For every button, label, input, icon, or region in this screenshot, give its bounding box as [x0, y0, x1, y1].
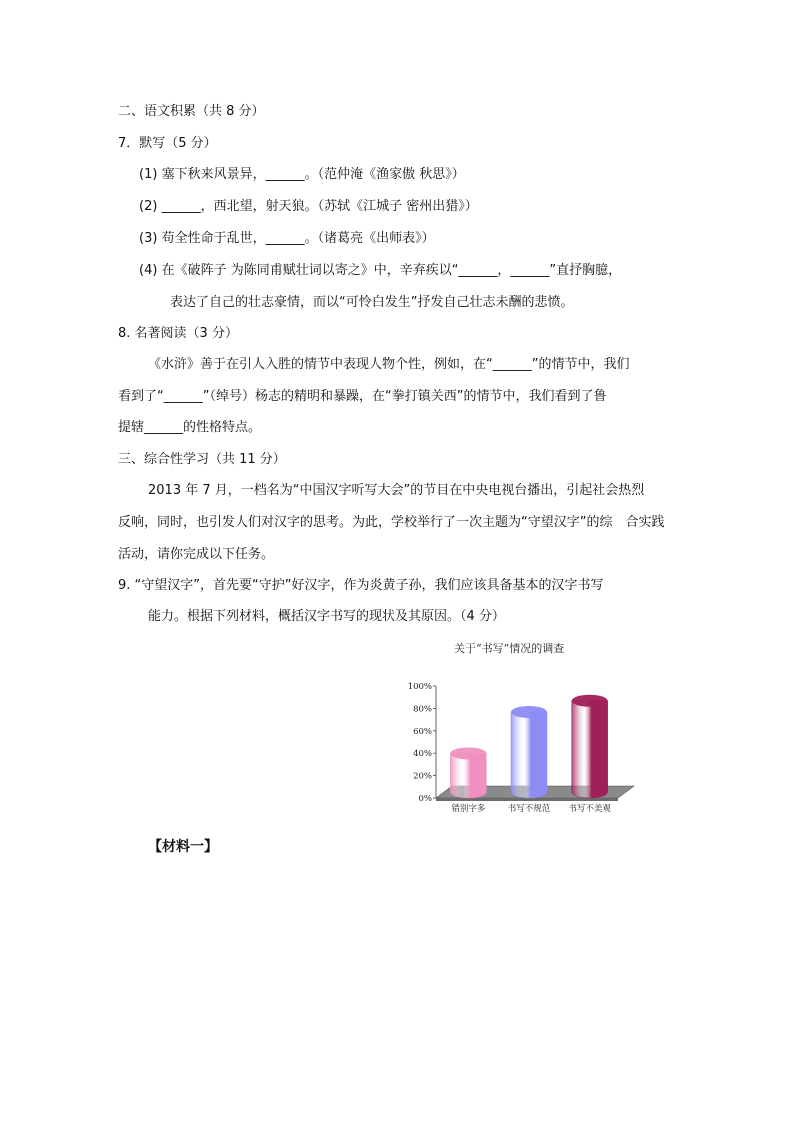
- bar-top-3: [572, 695, 608, 707]
- q9-line-1: 9. “守望汉字”，首先要“守护”好汉字，作为炎黄子孙，我们应该具备基本的汉字书写: [118, 578, 604, 593]
- bar-3: [572, 701, 608, 798]
- q7-item-4: (4) 在《破阵子 为陈同甫赋壮词以寄之》中，辛弃疾以“______，______”直抒胸臆，: [139, 263, 622, 278]
- x-tick-label: 错别字多: [451, 804, 486, 814]
- q7-item-1: (1) 塞下秋来风景异，______。（范仲淹《渔家傲 秋思》）: [139, 167, 465, 182]
- x-tick-label: 书写不规范: [507, 804, 551, 814]
- bar-top-1: [450, 747, 486, 759]
- q7-item-2: (2) ______，西北望，射天狼。（苏轼《江城子 密州出猎》）: [139, 199, 478, 214]
- y-tick-label: 80%: [413, 704, 432, 715]
- section-3-title: 三、综合性学习（共 11 分）: [118, 452, 286, 467]
- q7-title: 7．默写（5 分）: [118, 136, 217, 151]
- survey-bar-chart: [402, 672, 642, 822]
- chart-floor-edge: [436, 798, 618, 801]
- section-2-title: 二、语文积累（共 8 分）: [118, 104, 265, 119]
- bar-2: [511, 712, 547, 798]
- y-tick-label: 0%: [418, 794, 432, 804]
- q8-line-3: 提辖______的性格特点。: [118, 420, 262, 435]
- x-tick-label: 书写不美观: [568, 804, 611, 814]
- q8-line-1: 《水浒》善于在引人入胜的情节中表现人物个性，例如，在“______”的情节中，我们: [148, 357, 630, 372]
- q7-item-4-cont: 表达了自己的壮志豪情，而以“可怜白发生”抒发自己壮志未酬的悲愤。: [170, 295, 574, 310]
- q8-line-2: 看到了“______”（绰号）杨志的精明和暴躁，在“拳打镇关西”的情节中，我们看到了鲁: [118, 389, 607, 404]
- intro-line-3: 活动，请你完成以下任务。: [118, 547, 275, 562]
- y-tick-label: 20%: [413, 771, 432, 782]
- chart-title: 关于“书写”情况的调查: [454, 642, 565, 655]
- y-tick-label: 60%: [413, 726, 432, 737]
- bar-top-2: [511, 706, 547, 718]
- bar-1: [450, 753, 486, 798]
- intro-line-2: 反响，同时，也引发人们对汉字的思考。为此，学校举行了一次主题为“守望汉字”的综 合实践: [118, 515, 665, 530]
- q9-line-2: 能力。根据下列材料，概括汉字书写的现状及其原因。（4 分）: [148, 609, 505, 624]
- y-tick-label: 100%: [407, 682, 432, 692]
- material-1-label: 【材料一】: [148, 839, 218, 855]
- q8-title: 8. 名著阅读（3 分）: [118, 326, 238, 341]
- intro-line-1: 2013 年 7 月，一档名为“中国汉字听写大会”的节目在中央电视台播出，引起社会热烈: [148, 483, 645, 498]
- y-tick-label: 40%: [413, 749, 432, 760]
- q7-item-3: (3) 苟全性命于乱世，______。（诸葛亮《出师表》）: [139, 231, 435, 246]
